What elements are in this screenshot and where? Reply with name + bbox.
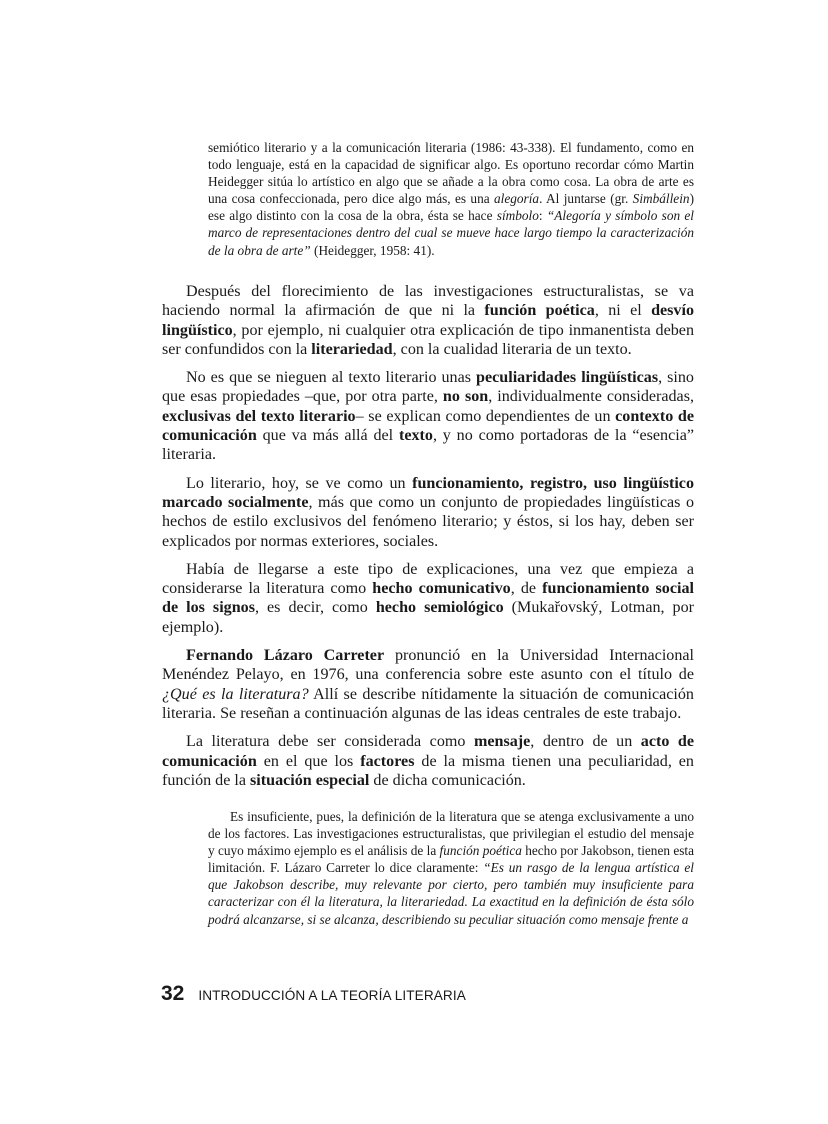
text: que va más allá del <box>256 427 399 445</box>
term: peculiaridades lingüísticas <box>476 369 659 387</box>
text: , sino que esas propiedades –que, por otra parte, <box>162 369 694 406</box>
page-number: 32 <box>161 982 185 1005</box>
note-text: hecho por Jakobson, tienen esta limitación. F. Lázaro Carreter lo dice claramente: <box>208 843 694 876</box>
running-head: INTRODUCCIÓN A LA TEORÍA LITERARIA <box>198 988 466 1003</box>
text: de la misma tienen una peculiaridad, en función de la <box>162 752 694 789</box>
text: , es decir, como <box>254 599 376 617</box>
main-text <box>162 282 694 799</box>
paragraph-4 <box>162 560 694 637</box>
text: , individualmente consideradas, <box>488 388 694 406</box>
text: No es que se nieguen al texto literario unas <box>186 369 477 387</box>
page-footer <box>161 982 466 1008</box>
term: funcionamiento social de los signos <box>162 580 694 617</box>
note-quote: “Alegoría y símbolo son el marco de representaciones dentro del cual se mueve hace largo tiempo la caracterización de la obra de arte” <box>208 208 695 258</box>
term: texto <box>398 427 433 445</box>
note-italic: Simbállein <box>632 191 690 207</box>
term: acto de comunicación <box>162 733 694 770</box>
paragraph-3 <box>162 474 694 551</box>
note-text: : <box>538 208 547 224</box>
text: , más que como un conjunto de propiedades lingüísticas o hechos de estilo exclusivos del fenómeno literario; y éstos, si los hay, deben ser explicados por normas exteriores, sociales. <box>162 493 694 550</box>
note-text: ) ese algo distinto con la cosa de la obra, ésta se hace <box>208 191 694 224</box>
term: exclusivas del texto literario <box>162 407 356 425</box>
term: función poética <box>484 302 595 320</box>
term: literariedad <box>311 340 393 358</box>
paragraph-5 <box>162 646 694 723</box>
note-text: . Al juntarse (gr. <box>539 191 633 207</box>
term: factores <box>360 752 415 770</box>
text: (Mukařovský, Lotman, por ejemplo). <box>162 599 695 636</box>
term: no son <box>442 388 489 406</box>
note-italic: símbolo <box>496 208 539 224</box>
text: , de <box>510 580 543 598</box>
note-italic: alegoría <box>494 191 540 207</box>
text: – se explican como dependientes de un <box>355 407 616 425</box>
note-block-bottom <box>208 808 694 928</box>
note-text: semiótico literario y a la comunicación literaria (1986: 43-338). El fundamento, como en todo lenguaje, está en la capacidad de significar algo. Es oportuno recordar cómo Martin Heidegger sitúa lo artístico en algo que se añade a la obra como cosa. La obra de arte es una cosa confeccionada, pero dice algo más, es una <box>208 140 694 207</box>
note-block-top <box>208 139 694 259</box>
text: , por ejemplo, ni cualquier otra explicación de tipo inmanentista deben ser confundidos con la <box>162 321 694 358</box>
term: contexto de comunicación <box>162 407 694 445</box>
term: funcionamiento, registro, uso lingüístico marcado socialmente <box>162 474 694 511</box>
term: hecho semiológico <box>375 599 504 617</box>
work-title: ¿Qué es la literatura? <box>162 685 309 703</box>
text: La literatura debe ser considerada como <box>186 733 474 751</box>
text: en el que los <box>256 752 361 770</box>
text: Después del florecimiento de las investigaciones estructuralistas, se va haciendo normal la afirmación de que ni la <box>162 283 694 320</box>
text: de dicha comunicación. <box>369 771 526 789</box>
paragraph-2 <box>162 368 694 464</box>
text: Había de llegarse a este tipo de explicaciones, una vez que empieza a considerarse la literatura como <box>162 560 694 598</box>
term: hecho comunicativo <box>372 580 511 598</box>
term: situación especial <box>250 771 370 789</box>
text: pronunció en la Universidad Internacional Menéndez Pelayo, en 1976, una conferencia sobre este asunto con el título de <box>162 647 695 684</box>
term: desvío lingüístico <box>162 302 694 339</box>
text: , y no como portadoras de la “esencia” literaria. <box>162 427 694 464</box>
note-citation: (Heidegger, 1958: 41). <box>310 242 435 258</box>
note-quote: “Es un rasgo de la lengua artística el que Jakobson describe, muy relevante por cierto, pero también muy insuficiente para caracterizar con él la literatura, la literariedad. La exactitud en la definición de ésta sólo podrá alcanzarse, si se alcanza, describiendo su peculiar situación como mensaje frente a <box>208 860 694 927</box>
term: mensaje <box>473 733 531 751</box>
author-name: Fernando Lázaro Carreter <box>186 647 385 665</box>
text: Lo literario, hoy, se ve como un <box>186 474 413 492</box>
note-italic: función poética <box>439 843 522 859</box>
text: , dentro de un <box>530 733 641 751</box>
paragraph-6 <box>162 732 694 790</box>
note-paragraph <box>208 139 694 259</box>
note-text: Es insuficiente, pues, la definición de la literatura que se atenga exclusivamente a uno de los factores. Las investigaciones estructuralistas, que privilegian el estudio del mensaje y cuyo máximo ejemplo es el análisis de la <box>208 809 694 859</box>
text: , ni el <box>594 302 652 320</box>
paragraph-1 <box>162 282 694 359</box>
text: , con la cualidad literaria de un texto. <box>392 340 632 358</box>
text: Allí se describe nítidamente la situación de comunicación literaria. Se reseñan a continuación algunas de las ideas centrales de este trabajo. <box>162 685 694 722</box>
note-paragraph <box>208 808 694 928</box>
